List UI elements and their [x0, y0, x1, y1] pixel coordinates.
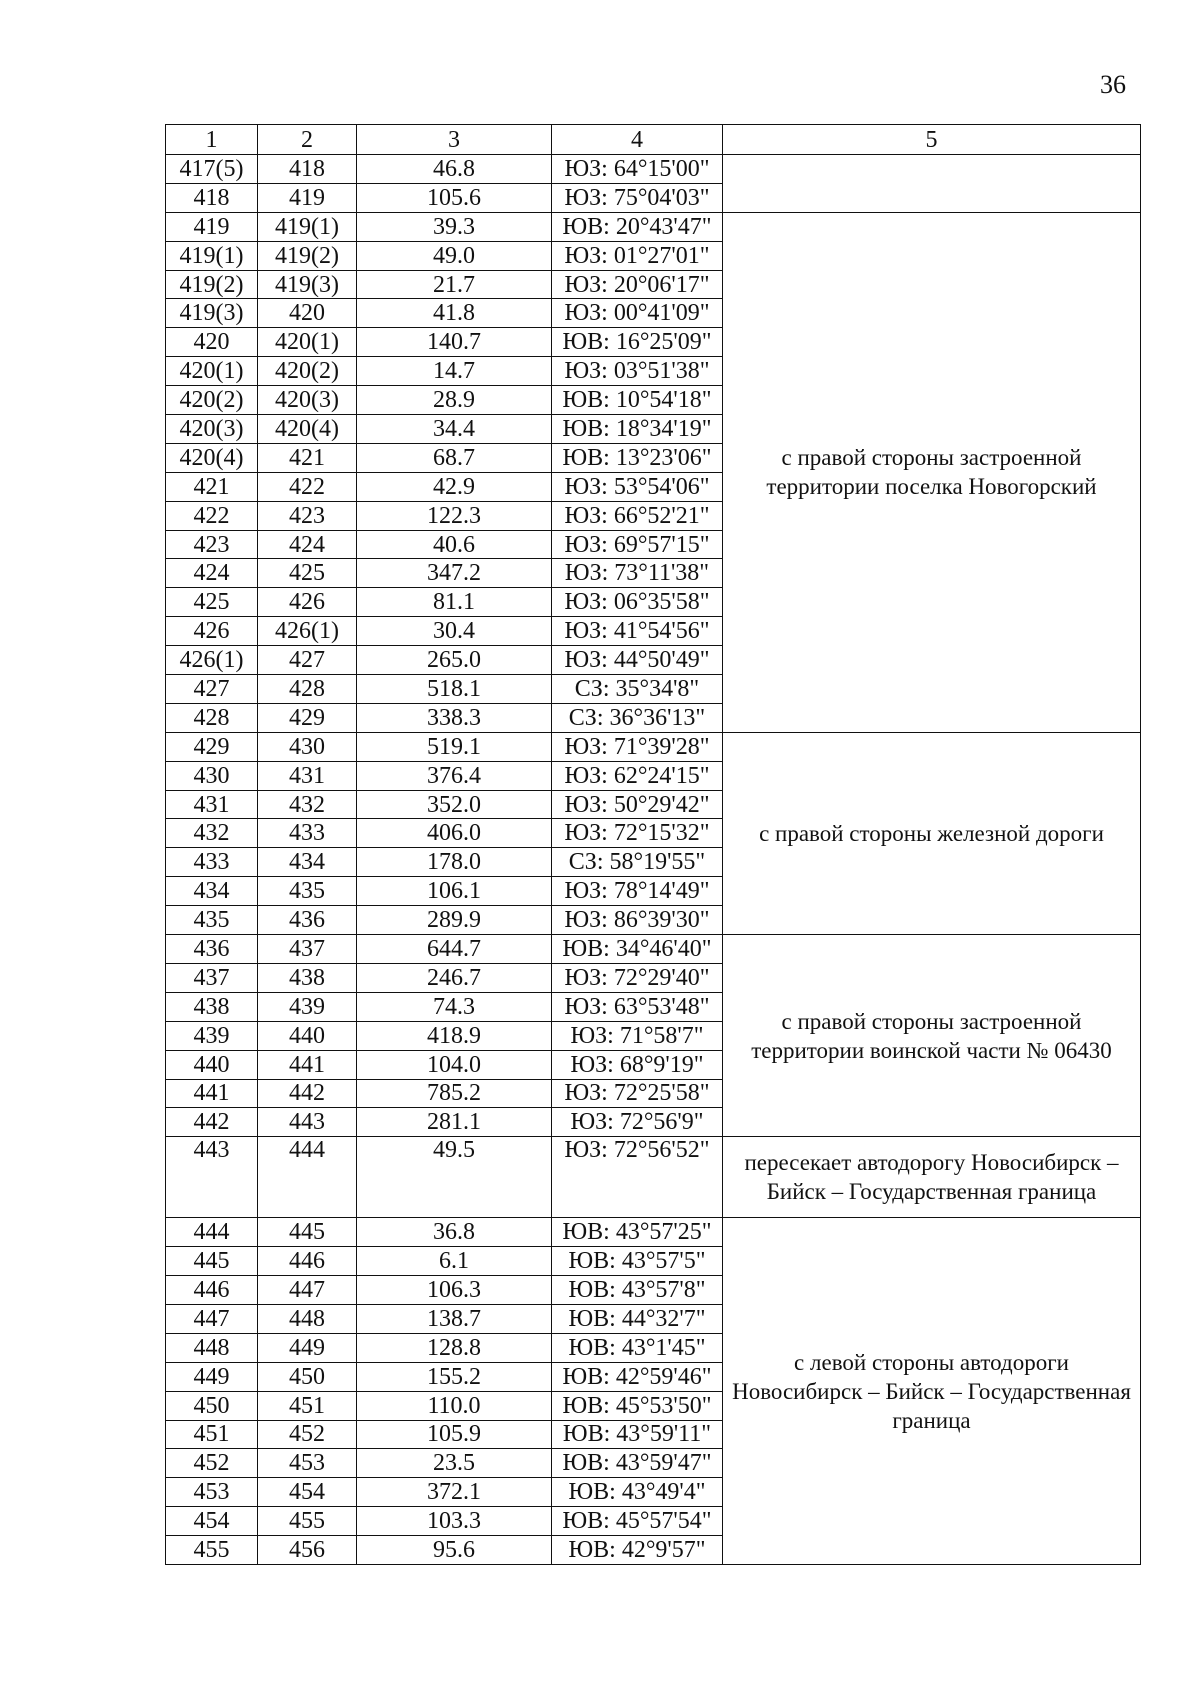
length-cell: 21.7 — [357, 270, 552, 299]
column-header-5: 5 — [723, 125, 1141, 155]
bearing-cell: ЮВ: 16°25'09" — [552, 328, 723, 357]
point-from-cell: 427 — [166, 675, 258, 704]
point-to-cell: 433 — [258, 819, 357, 848]
point-from-cell: 444 — [166, 1218, 258, 1247]
point-from-cell: 431 — [166, 790, 258, 819]
length-cell: 49.0 — [357, 241, 552, 270]
point-from-cell: 420(2) — [166, 386, 258, 415]
point-from-cell: 423 — [166, 530, 258, 559]
length-cell: 178.0 — [357, 848, 552, 877]
length-cell: 644.7 — [357, 935, 552, 964]
column-header-2: 2 — [258, 125, 357, 155]
point-to-cell: 438 — [258, 963, 357, 992]
bearing-cell: ЮВ: 43°57'5" — [552, 1247, 723, 1276]
length-cell: 23.5 — [357, 1449, 552, 1478]
point-to-cell: 453 — [258, 1449, 357, 1478]
bearing-cell: ЮЗ: 20°06'17" — [552, 270, 723, 299]
point-to-cell: 444 — [258, 1137, 357, 1218]
point-to-cell: 418 — [258, 155, 357, 184]
point-to-cell: 425 — [258, 559, 357, 588]
point-from-cell: 436 — [166, 935, 258, 964]
length-cell: 138.7 — [357, 1304, 552, 1333]
description-cell: пересекает автодорогу Новосибирск – Бийск – Государственная граница — [723, 1137, 1141, 1218]
column-header-3: 3 — [357, 125, 552, 155]
length-cell: 36.8 — [357, 1218, 552, 1247]
length-cell: 281.1 — [357, 1108, 552, 1137]
length-cell: 265.0 — [357, 646, 552, 675]
bearing-cell: ЮЗ: 50°29'42" — [552, 790, 723, 819]
bearing-cell: ЮВ: 34°46'40" — [552, 935, 723, 964]
point-from-cell: 419 — [166, 212, 258, 241]
length-cell: 105.9 — [357, 1420, 552, 1449]
point-to-cell: 420(4) — [258, 415, 357, 444]
length-cell: 46.8 — [357, 155, 552, 184]
length-cell: 42.9 — [357, 472, 552, 501]
point-from-cell: 449 — [166, 1362, 258, 1391]
length-cell: 347.2 — [357, 559, 552, 588]
length-cell: 30.4 — [357, 617, 552, 646]
bearing-cell: ЮЗ: 68°9'19" — [552, 1050, 723, 1079]
bearing-cell: ЮЗ: 69°57'15" — [552, 530, 723, 559]
length-cell: 28.9 — [357, 386, 552, 415]
point-to-cell: 427 — [258, 646, 357, 675]
length-cell: 14.7 — [357, 357, 552, 386]
point-from-cell: 455 — [166, 1536, 258, 1565]
point-to-cell: 439 — [258, 992, 357, 1021]
description-cell: с левой стороны автодороги Новосибирск – Бийск – Государственная граница — [723, 1218, 1141, 1565]
bearing-cell: ЮВ: 13°23'06" — [552, 443, 723, 472]
length-cell: 110.0 — [357, 1391, 552, 1420]
bearing-cell: ЮВ: 42°59'46" — [552, 1362, 723, 1391]
point-to-cell: 421 — [258, 443, 357, 472]
table-body — [166, 125, 1141, 1565]
point-to-cell: 423 — [258, 501, 357, 530]
length-cell: 68.7 — [357, 443, 552, 472]
bearing-cell: ЮВ: 18°34'19" — [552, 415, 723, 444]
length-cell: 785.2 — [357, 1079, 552, 1108]
bearing-cell: ЮВ: 42°9'57" — [552, 1536, 723, 1565]
bearing-cell: ЮЗ: 66°52'21" — [552, 501, 723, 530]
length-cell: 105.6 — [357, 183, 552, 212]
bearing-cell: ЮВ: 45°53'50" — [552, 1391, 723, 1420]
bearing-cell: СЗ: 58°19'55" — [552, 848, 723, 877]
point-from-cell: 419(3) — [166, 299, 258, 328]
point-to-cell: 448 — [258, 1304, 357, 1333]
bearing-cell: ЮЗ: 78°14'49" — [552, 877, 723, 906]
length-cell: 49.5 — [357, 1137, 552, 1218]
column-header-4: 4 — [552, 125, 723, 155]
length-cell: 34.4 — [357, 415, 552, 444]
point-from-cell: 432 — [166, 819, 258, 848]
point-to-cell: 436 — [258, 906, 357, 935]
point-to-cell: 437 — [258, 935, 357, 964]
point-to-cell: 430 — [258, 732, 357, 761]
length-cell: 289.9 — [357, 906, 552, 935]
bearing-cell: ЮЗ: 01°27'01" — [552, 241, 723, 270]
length-cell: 418.9 — [357, 1021, 552, 1050]
description-cell: с правой стороны железной дороги — [723, 732, 1141, 934]
point-from-cell: 420(3) — [166, 415, 258, 444]
point-to-cell: 434 — [258, 848, 357, 877]
bearing-cell: ЮЗ: 63°53'48" — [552, 992, 723, 1021]
bearing-cell: ЮВ: 43°1'45" — [552, 1333, 723, 1362]
point-from-cell: 451 — [166, 1420, 258, 1449]
length-cell: 104.0 — [357, 1050, 552, 1079]
point-to-cell: 426 — [258, 588, 357, 617]
point-from-cell: 440 — [166, 1050, 258, 1079]
bearing-cell: ЮЗ: 72°29'40" — [552, 963, 723, 992]
point-from-cell: 424 — [166, 559, 258, 588]
bearing-cell: ЮЗ: 71°39'28" — [552, 732, 723, 761]
point-from-cell: 426(1) — [166, 646, 258, 675]
point-to-cell: 420(1) — [258, 328, 357, 357]
bearing-cell: ЮЗ: 44°50'49" — [552, 646, 723, 675]
length-cell: 103.3 — [357, 1507, 552, 1536]
description-cell: с правой стороны застроенной территории воинской части № 06430 — [723, 935, 1141, 1137]
point-from-cell: 452 — [166, 1449, 258, 1478]
point-to-cell: 424 — [258, 530, 357, 559]
bearing-cell: ЮЗ: 72°56'52" — [552, 1137, 723, 1218]
point-from-cell: 445 — [166, 1247, 258, 1276]
bearing-cell: СЗ: 36°36'13" — [552, 703, 723, 732]
description-cell: с правой стороны застроенной территории поселка Новогорский — [723, 212, 1141, 732]
point-from-cell: 439 — [166, 1021, 258, 1050]
point-from-cell: 447 — [166, 1304, 258, 1333]
column-header-1: 1 — [166, 125, 258, 155]
point-to-cell: 419 — [258, 183, 357, 212]
bearing-cell: ЮЗ: 00°41'09" — [552, 299, 723, 328]
point-from-cell: 443 — [166, 1137, 258, 1218]
point-to-cell: 420(3) — [258, 386, 357, 415]
length-cell: 128.8 — [357, 1333, 552, 1362]
length-cell: 6.1 — [357, 1247, 552, 1276]
point-to-cell: 441 — [258, 1050, 357, 1079]
length-cell: 122.3 — [357, 501, 552, 530]
bearing-cell: ЮЗ: 72°25'58" — [552, 1079, 723, 1108]
length-cell: 81.1 — [357, 588, 552, 617]
bearing-cell: ЮЗ: 53°54'06" — [552, 472, 723, 501]
point-to-cell: 429 — [258, 703, 357, 732]
header-row — [166, 125, 1141, 155]
bearing-cell: ЮЗ: 64°15'00" — [552, 155, 723, 184]
length-cell: 39.3 — [357, 212, 552, 241]
point-from-cell: 420(1) — [166, 357, 258, 386]
point-to-cell: 456 — [258, 1536, 357, 1565]
boundary-table — [165, 124, 1141, 1565]
length-cell: 338.3 — [357, 703, 552, 732]
table-row — [166, 1137, 1141, 1218]
point-from-cell: 425 — [166, 588, 258, 617]
length-cell: 106.1 — [357, 877, 552, 906]
point-from-cell: 438 — [166, 992, 258, 1021]
bearing-cell: ЮЗ: 75°04'03" — [552, 183, 723, 212]
bearing-cell: ЮЗ: 72°56'9" — [552, 1108, 723, 1137]
table-row — [166, 155, 1141, 184]
point-from-cell: 433 — [166, 848, 258, 877]
bearing-cell: ЮЗ: 73°11'38" — [552, 559, 723, 588]
point-to-cell: 432 — [258, 790, 357, 819]
point-from-cell: 453 — [166, 1478, 258, 1507]
length-cell: 40.6 — [357, 530, 552, 559]
point-to-cell: 447 — [258, 1276, 357, 1305]
point-to-cell: 449 — [258, 1333, 357, 1362]
point-from-cell: 430 — [166, 761, 258, 790]
point-to-cell: 450 — [258, 1362, 357, 1391]
point-to-cell: 445 — [258, 1218, 357, 1247]
bearing-cell: СЗ: 35°34'8" — [552, 675, 723, 704]
point-to-cell: 452 — [258, 1420, 357, 1449]
point-to-cell: 428 — [258, 675, 357, 704]
bearing-cell: ЮВ: 43°59'11" — [552, 1420, 723, 1449]
point-to-cell: 420(2) — [258, 357, 357, 386]
point-to-cell: 455 — [258, 1507, 357, 1536]
length-cell: 95.6 — [357, 1536, 552, 1565]
point-from-cell: 422 — [166, 501, 258, 530]
table-row — [166, 732, 1141, 761]
length-cell: 74.3 — [357, 992, 552, 1021]
length-cell: 246.7 — [357, 963, 552, 992]
bearing-cell: ЮВ: 45°57'54" — [552, 1507, 723, 1536]
bearing-cell: ЮВ: 43°49'4" — [552, 1478, 723, 1507]
point-to-cell: 422 — [258, 472, 357, 501]
point-to-cell: 426(1) — [258, 617, 357, 646]
point-from-cell: 454 — [166, 1507, 258, 1536]
length-cell: 140.7 — [357, 328, 552, 357]
point-from-cell: 442 — [166, 1108, 258, 1137]
point-to-cell: 446 — [258, 1247, 357, 1276]
point-to-cell: 435 — [258, 877, 357, 906]
point-from-cell: 421 — [166, 472, 258, 501]
bearing-cell: ЮЗ: 06°35'58" — [552, 588, 723, 617]
length-cell: 518.1 — [357, 675, 552, 704]
point-to-cell: 431 — [258, 761, 357, 790]
point-from-cell: 441 — [166, 1079, 258, 1108]
bearing-cell: ЮЗ: 03°51'38" — [552, 357, 723, 386]
length-cell: 376.4 — [357, 761, 552, 790]
point-to-cell: 454 — [258, 1478, 357, 1507]
point-from-cell: 435 — [166, 906, 258, 935]
bearing-cell: ЮЗ: 86°39'30" — [552, 906, 723, 935]
length-cell: 519.1 — [357, 732, 552, 761]
length-cell: 41.8 — [357, 299, 552, 328]
bearing-cell: ЮЗ: 41°54'56" — [552, 617, 723, 646]
point-to-cell: 440 — [258, 1021, 357, 1050]
bearing-cell: ЮВ: 44°32'7" — [552, 1304, 723, 1333]
point-to-cell: 419(2) — [258, 241, 357, 270]
point-from-cell: 450 — [166, 1391, 258, 1420]
point-from-cell: 448 — [166, 1333, 258, 1362]
bearing-cell: ЮВ: 43°57'25" — [552, 1218, 723, 1247]
point-from-cell: 429 — [166, 732, 258, 761]
length-cell: 352.0 — [357, 790, 552, 819]
bearing-cell: ЮЗ: 72°15'32" — [552, 819, 723, 848]
point-from-cell: 417(5) — [166, 155, 258, 184]
point-to-cell: 419(1) — [258, 212, 357, 241]
length-cell: 372.1 — [357, 1478, 552, 1507]
bearing-cell: ЮЗ: 71°58'7" — [552, 1021, 723, 1050]
length-cell: 106.3 — [357, 1276, 552, 1305]
point-to-cell: 420 — [258, 299, 357, 328]
point-to-cell: 442 — [258, 1079, 357, 1108]
point-from-cell: 420(4) — [166, 443, 258, 472]
point-from-cell: 418 — [166, 183, 258, 212]
length-cell: 406.0 — [357, 819, 552, 848]
point-from-cell: 434 — [166, 877, 258, 906]
bearing-cell: ЮВ: 20°43'47" — [552, 212, 723, 241]
point-from-cell: 437 — [166, 963, 258, 992]
bearing-cell: ЮЗ: 62°24'15" — [552, 761, 723, 790]
length-cell: 155.2 — [357, 1362, 552, 1391]
table-row — [166, 1218, 1141, 1247]
description-cell — [723, 155, 1141, 213]
point-from-cell: 428 — [166, 703, 258, 732]
point-from-cell: 426 — [166, 617, 258, 646]
point-from-cell: 446 — [166, 1276, 258, 1305]
bearing-cell: ЮВ: 43°59'47" — [552, 1449, 723, 1478]
point-from-cell: 419(1) — [166, 241, 258, 270]
point-to-cell: 419(3) — [258, 270, 357, 299]
point-to-cell: 451 — [258, 1391, 357, 1420]
table-row — [166, 935, 1141, 964]
page-number: 36 — [1100, 70, 1126, 99]
table-row — [166, 212, 1141, 241]
bearing-cell: ЮВ: 10°54'18" — [552, 386, 723, 415]
point-from-cell: 420 — [166, 328, 258, 357]
point-from-cell: 419(2) — [166, 270, 258, 299]
point-to-cell: 443 — [258, 1108, 357, 1137]
bearing-cell: ЮВ: 43°57'8" — [552, 1276, 723, 1305]
